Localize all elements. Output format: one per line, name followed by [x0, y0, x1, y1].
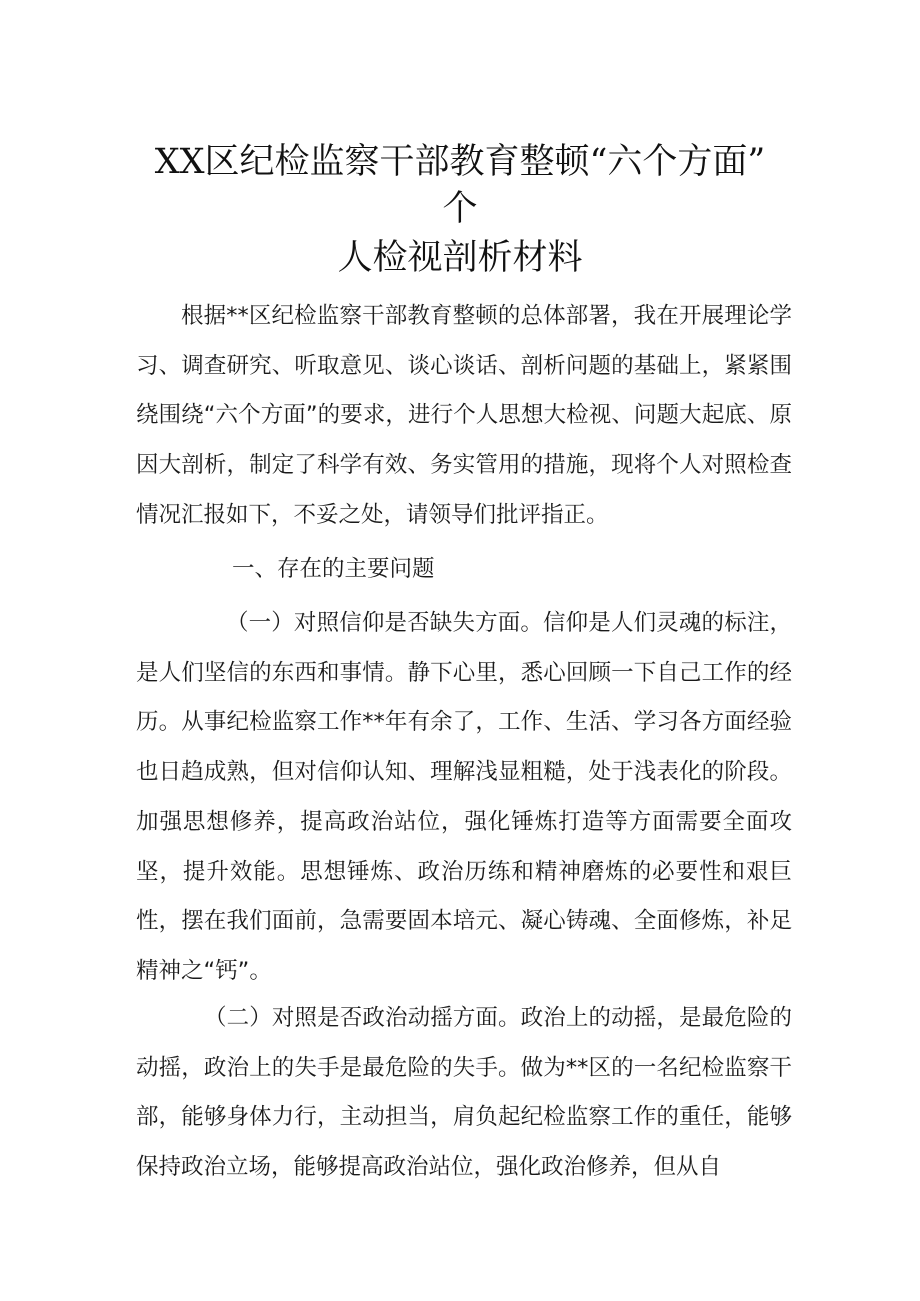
- intro-paragraph: 根据**区纪检监察干部教育整顿的总体部署，我在开展理论学习、调查研究、听取意见、谈心谈话、剖析问题的基础上，紧紧围绕围绕“六个方面”的要求，进行个人思想大检视、问题大起底、原因大剖析，制定了科学有效、务实管用的措施，现将个人对照检查情况汇报如下，不妥之处，请领导们批评指正。: [136, 303, 792, 528]
- item-paragraph-1: （一）对照信仰是否缺失方面。信仰是人们灵魂的标注，是人们坚信的东西和事情。静下心里，悉心回顾一下自己工作的经历。从事纪检监察工作**年有余了，工作、生活、学习各方面经验也日趋成熟，但对信仰认知、理解浅显粗糙，处于浅表化的阶段。加强思想修养，提高政治站位，强化锤炼打造等方面需要全面攻坚，提升效能。思想锤炼、政治历练和精神磨炼的必要性和艰巨性，摆在我们面前，急需要固本培元、凝心铸魂、全面修炼，补足精神之“钙”。: [136, 610, 792, 984]
- document-title-line-3: 人检视剖析材料: [337, 238, 583, 278]
- section-heading-problems: 一、存在的主要问题: [232, 556, 435, 582]
- document-title-line-1: XX区纪检监察干部教育整顿“六个方面”: [154, 142, 766, 182]
- document-title-line-2: 个: [442, 189, 478, 229]
- item-paragraph-2: （二）对照是否政治动摇方面。政治上的动摇，是最危险的动摇，政治上的失手是最危险的失手。做为**区的一名纪检监察干部，能够身体力行，主动担当，肩负起纪检监察工作的重任，能够保持政治立场，能够提高政治站位，强化政治修养，但从自: [136, 1005, 792, 1181]
